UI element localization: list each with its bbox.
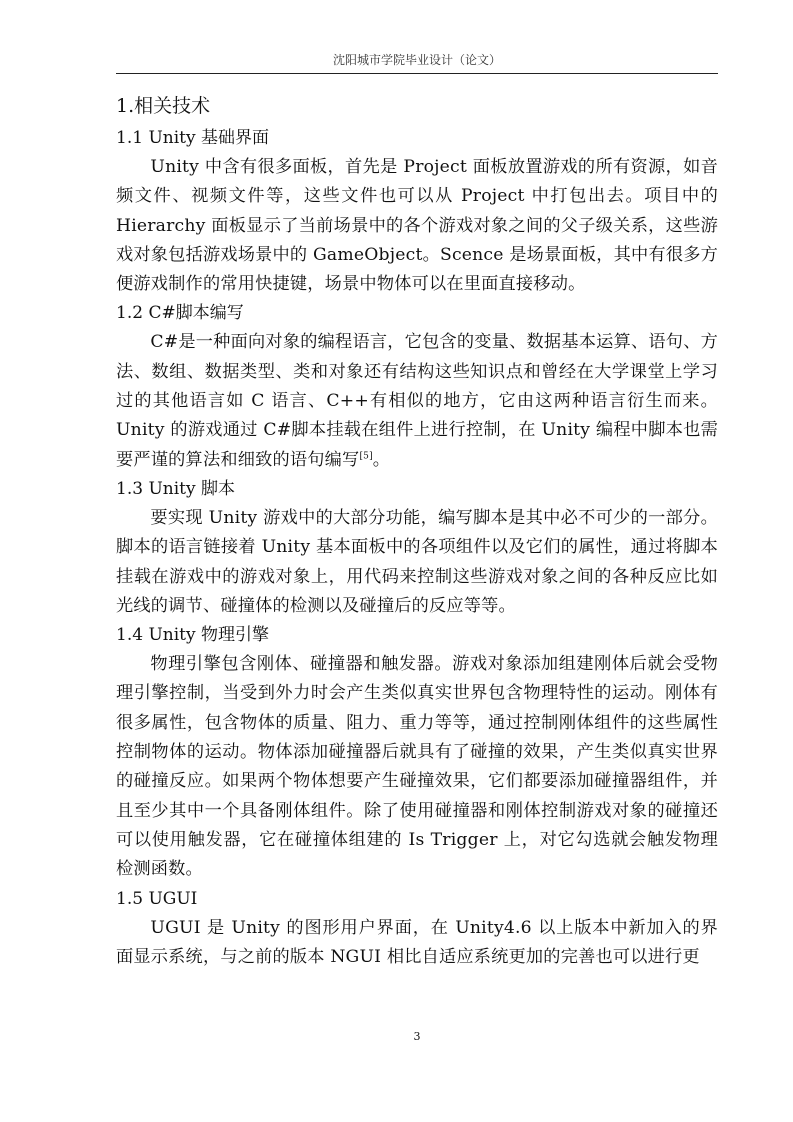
- main-content: [116, 88, 718, 972]
- paragraph-csharp-text: C#是一种面向对象的编程语言，它包含的变量、数据基本运算、语句、方法、数组、数据类型、类和对象还有结构这些知识点和曾经在大学课堂上学习过的其他语言如 C 语言、C++有相似的地方，它由这两种语言衍生而来。Unity 的游戏通过 C#脚本挂载在组件上进行控制，在 Unity 编程中脚本也需要严谨的算法和细致的语句编写: [116, 332, 718, 470]
- header-rule: [116, 73, 718, 74]
- section-title-ugui: 1.5 UGUI: [116, 888, 198, 909]
- page-header: 沈阳城市学院毕业设计（论文）: [332, 53, 501, 67]
- paragraph-csharp-end: 。: [372, 449, 391, 470]
- section-title-physics-engine: 1.4 Unity 物理引擎: [116, 625, 269, 646]
- section-title-unity-interface: 1.1 Unity 基础界面: [116, 128, 269, 148]
- paragraph-unity-scripts: 要实现 Unity 游戏中的大部分功能，编写脚本是其中必不可少的一部分。脚本的语言链接着 Unity 基本面板中的各项组件以及它们的属性，通过将脚本挂载在游戏中的游戏对象上，用代码来控制这些游戏对象之间的各种反应比如光线的调节、碰撞体的检测以及碰撞后的反应等等。: [116, 507, 718, 616]
- chapter-title: 1.相关技术: [116, 95, 211, 117]
- section-title-unity-scripts: 1.3 Unity 脚本: [116, 478, 235, 499]
- page-number: 3: [413, 1030, 421, 1043]
- paragraph-unity-interface: Unity 中含有很多面板，首先是 Project 面板放置游戏的所有资源，如音频文件、视频文件等，这些文件也可以从 Project 中打包出去。项目中的 Hierarchy 面板显示了当前场景中的各个游戏对象之间的父子级关系，这些游戏对象包括游戏场景中的 GameObject。Scence 是场景面板，其中有很多方便游戏制作的常用快捷键，场景中物体可以在里面直接移动。: [116, 157, 718, 295]
- citation-reference: [5]: [359, 450, 373, 461]
- paragraph-ugui: UGUI 是 Unity 的图形用户界面，在 Unity4.6 以上版本中新加入的界面显示系统，与之前的版本 NGUI 相比自适应系统更加的完善也可以进行更: [116, 917, 718, 967]
- paragraph-physics-engine: 物理引擎包含刚体、碰撞器和触发器。游戏对象添加组建刚体后就会受物理引擎控制，当受到外力时会产生类似真实世界包含物理特性的运动。刚体有很多属性，包含物体的质量、阻力、重力等等，通过控制刚体组件的这些属性控制物体的运动。物体添加碰撞器后就具有了碰撞的效果，产生类似真实世界的碰撞反应。如果两个物体想要产生碰撞效果，它们都要添加碰撞器组件，并且至少其中一个具备刚体组件。除了使用碰撞器和刚体控制游戏对象的碰撞还可以使用触发器，它在碰撞体组建的 Is Trigger 上，对它勾选就会触发物理检测函数。: [116, 654, 718, 880]
- paragraph-csharp-scripting: [116, 328, 718, 474]
- section-title-csharp-scripting: 1.2 C#脚本编写: [116, 303, 244, 324]
